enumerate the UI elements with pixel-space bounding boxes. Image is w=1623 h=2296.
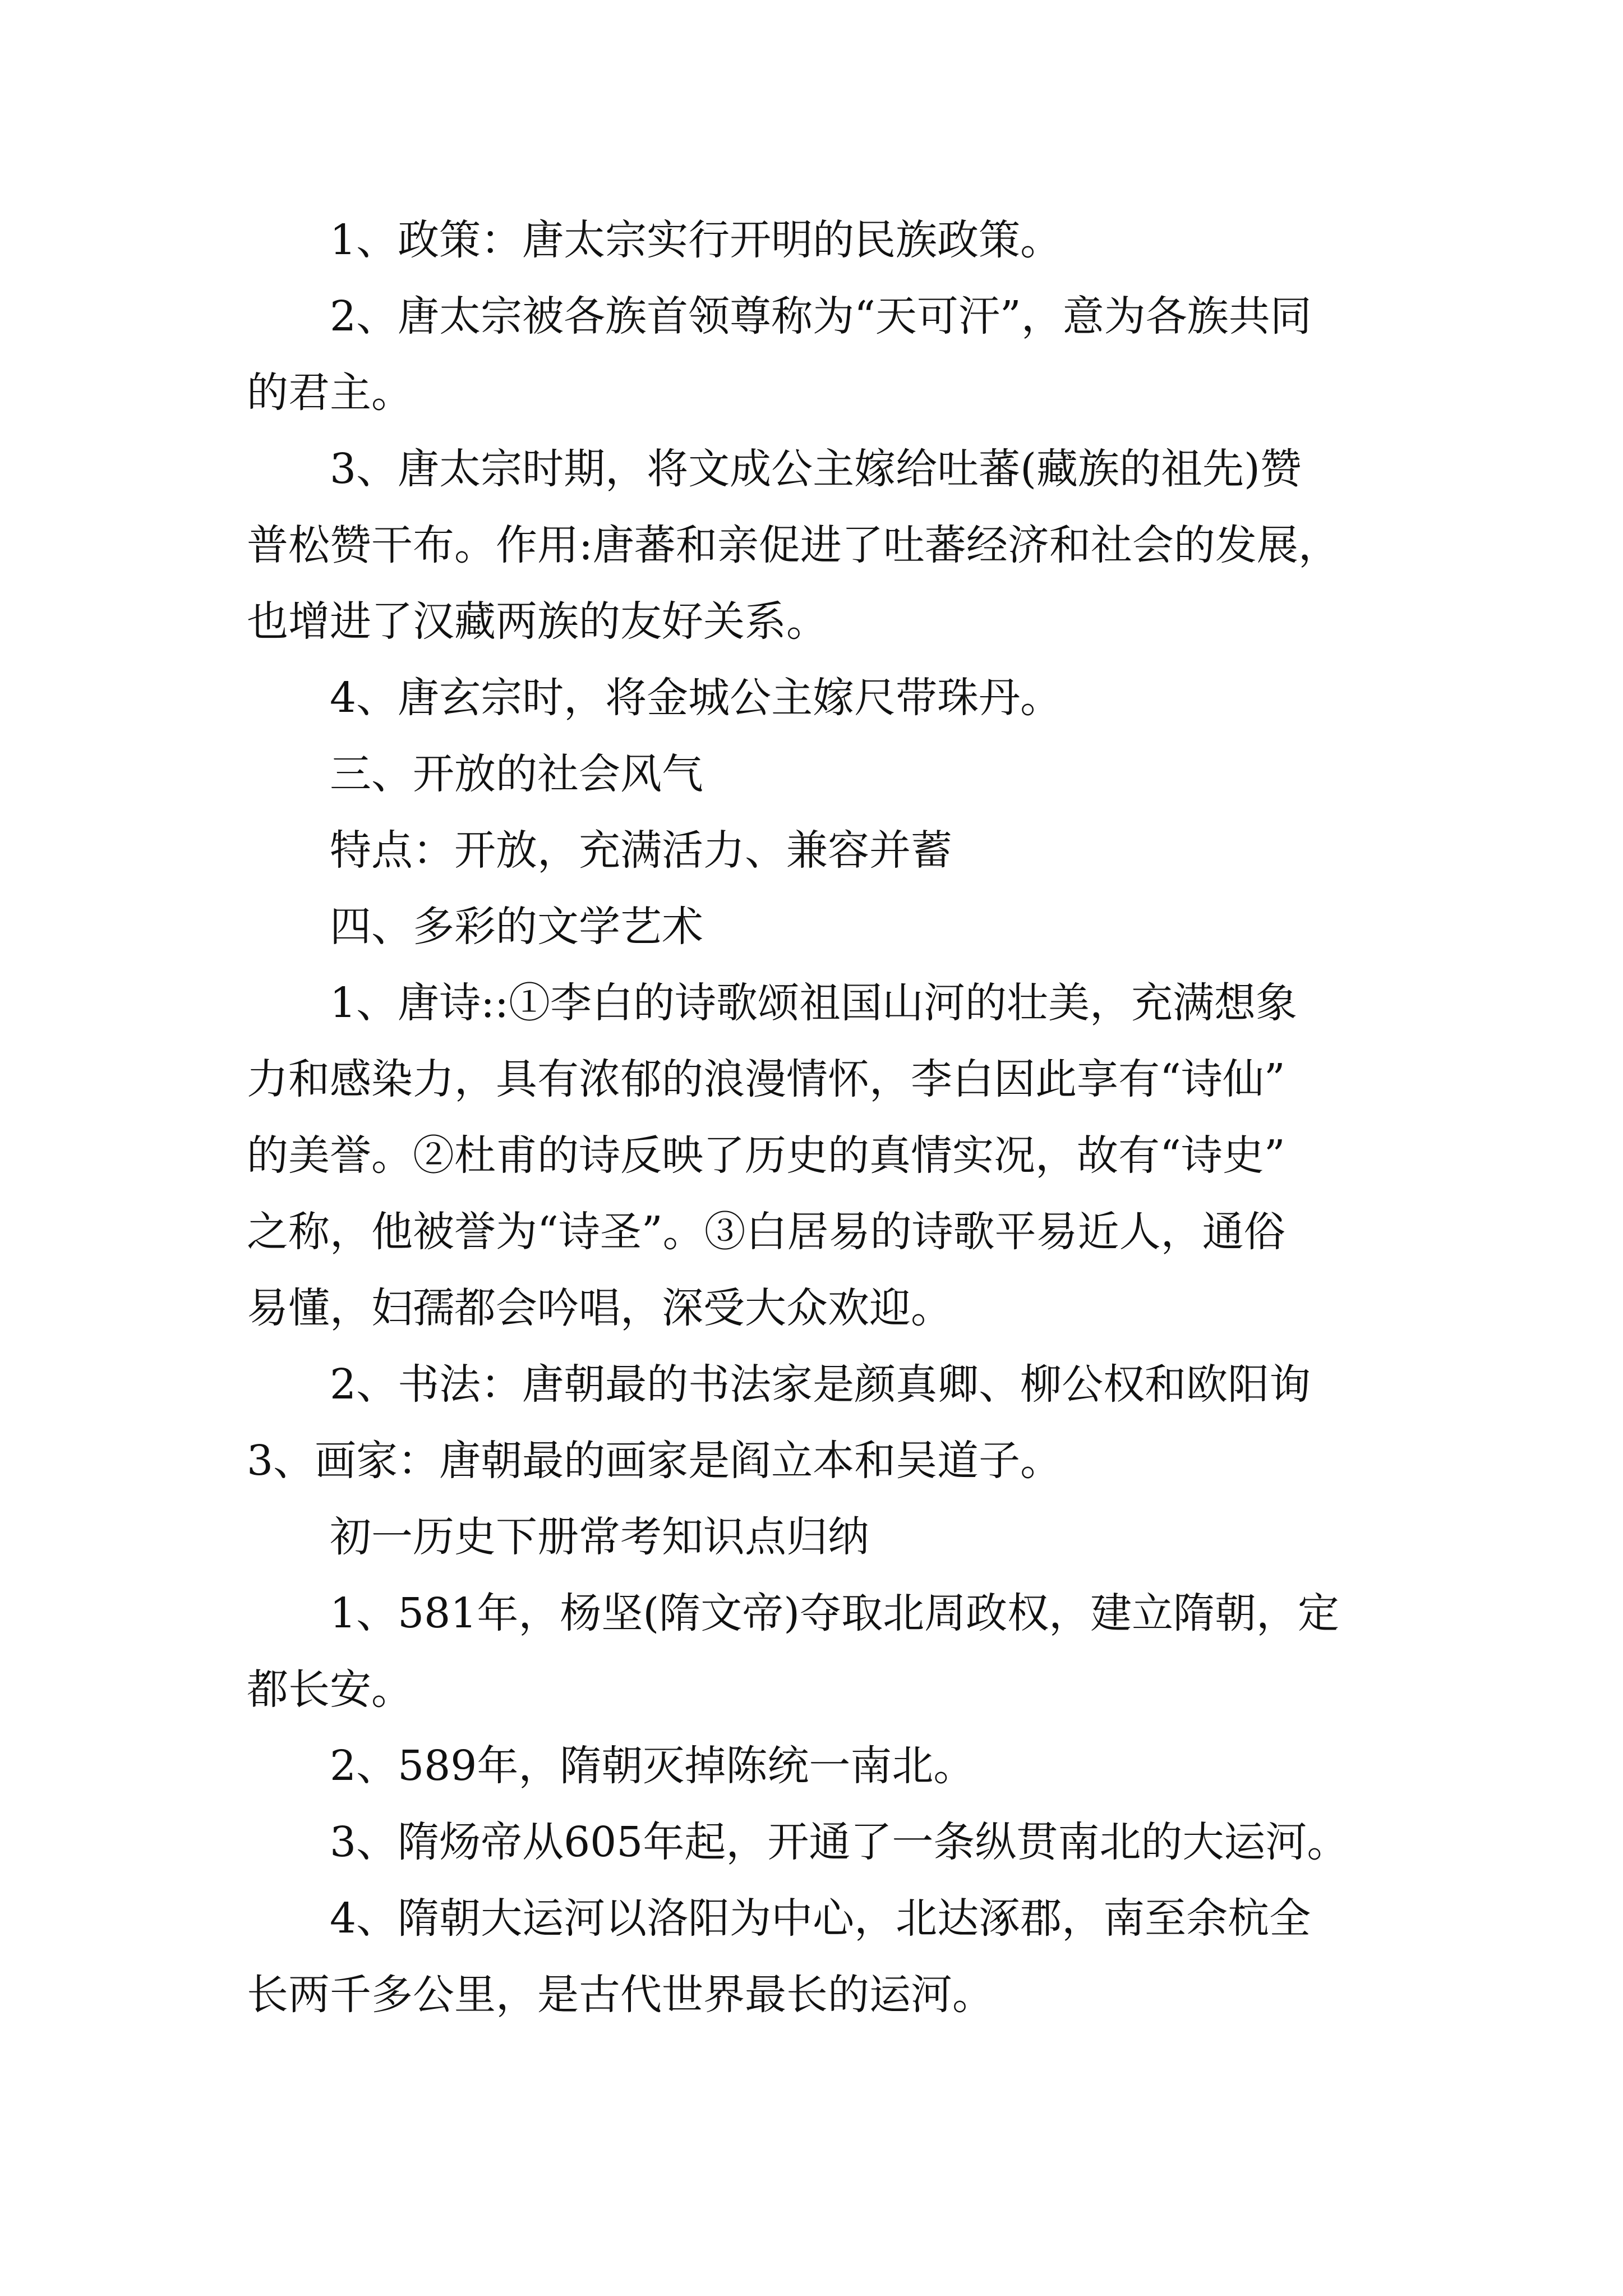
section-heading: 三、开放的社会风气 [330,750,703,798]
text-line: 的君主。 [247,369,413,417]
text-line: 力和感染力，具有浓郁的浪漫情怀，李白因此享有“诗仙” [247,1055,1285,1103]
text-line: 4、唐玄宗时，将金城公主嫁尺带珠丹。 [330,674,1062,722]
text-line: 2、唐太宗被各族首领尊称为“天可汗”，意为各族共同 [330,292,1312,341]
text-line: 长两千多公里，是古代世界最长的运河。 [247,1971,994,2019]
text-line: 的美誉。②杜甫的诗反映了历史的真情实况，故有“诗史” [247,1131,1285,1180]
text-line: 特点：开放，充满活力、兼容并蓄 [330,826,952,875]
text-line: 都长安。 [247,1665,413,1714]
text-line: 易懂，妇孺都会吟唱，深受大众欢迎。 [247,1284,952,1332]
section-heading: 四、多彩的文学艺术 [330,903,703,951]
text-line: 3、画家：唐朝最的画家是阎立本和吴道子。 [247,1437,1062,1485]
text-line: 1、唐诗::①李白的诗歌颂祖国山河的壮美，充满想象 [330,979,1297,1027]
text-line: 1、政策：唐太宗实行开明的民族政策。 [330,216,1062,264]
text-line: 3、唐太宗时期，将文成公主嫁给吐蕃(藏族的祖先)赞 [330,445,1302,493]
text-line: 2、589年，隋朝灭掉陈统一南北。 [330,1742,975,1790]
text-line: 之称，他被誉为“诗圣”。③白居易的诗歌平易近人，通俗 [247,1208,1285,1256]
text-line: 2、书法：唐朝最的书法家是颜真卿、柳公权和欧阳询 [330,1360,1311,1409]
text-line: 也增进了汉藏两族的友好关系。 [247,597,828,646]
document-body [247,202,1380,2033]
text-line: 4、隋朝大运河以洛阳为中心，北达涿郡，南至余杭全 [330,1894,1311,1943]
section-heading: 初一历史下册常考知识点归纳 [330,1513,869,1561]
text-line: 普松赞干布。作用:唐蕃和亲促进了吐蕃经济和社会的发展， [247,521,1340,569]
text-line: 1、581年，杨坚(隋文帝)夺取北周政权，建立隋朝，定 [330,1589,1340,1637]
text-line: 3、隋炀帝从605年起，开通了一条纵贯南北的大运河。 [330,1818,1349,1866]
